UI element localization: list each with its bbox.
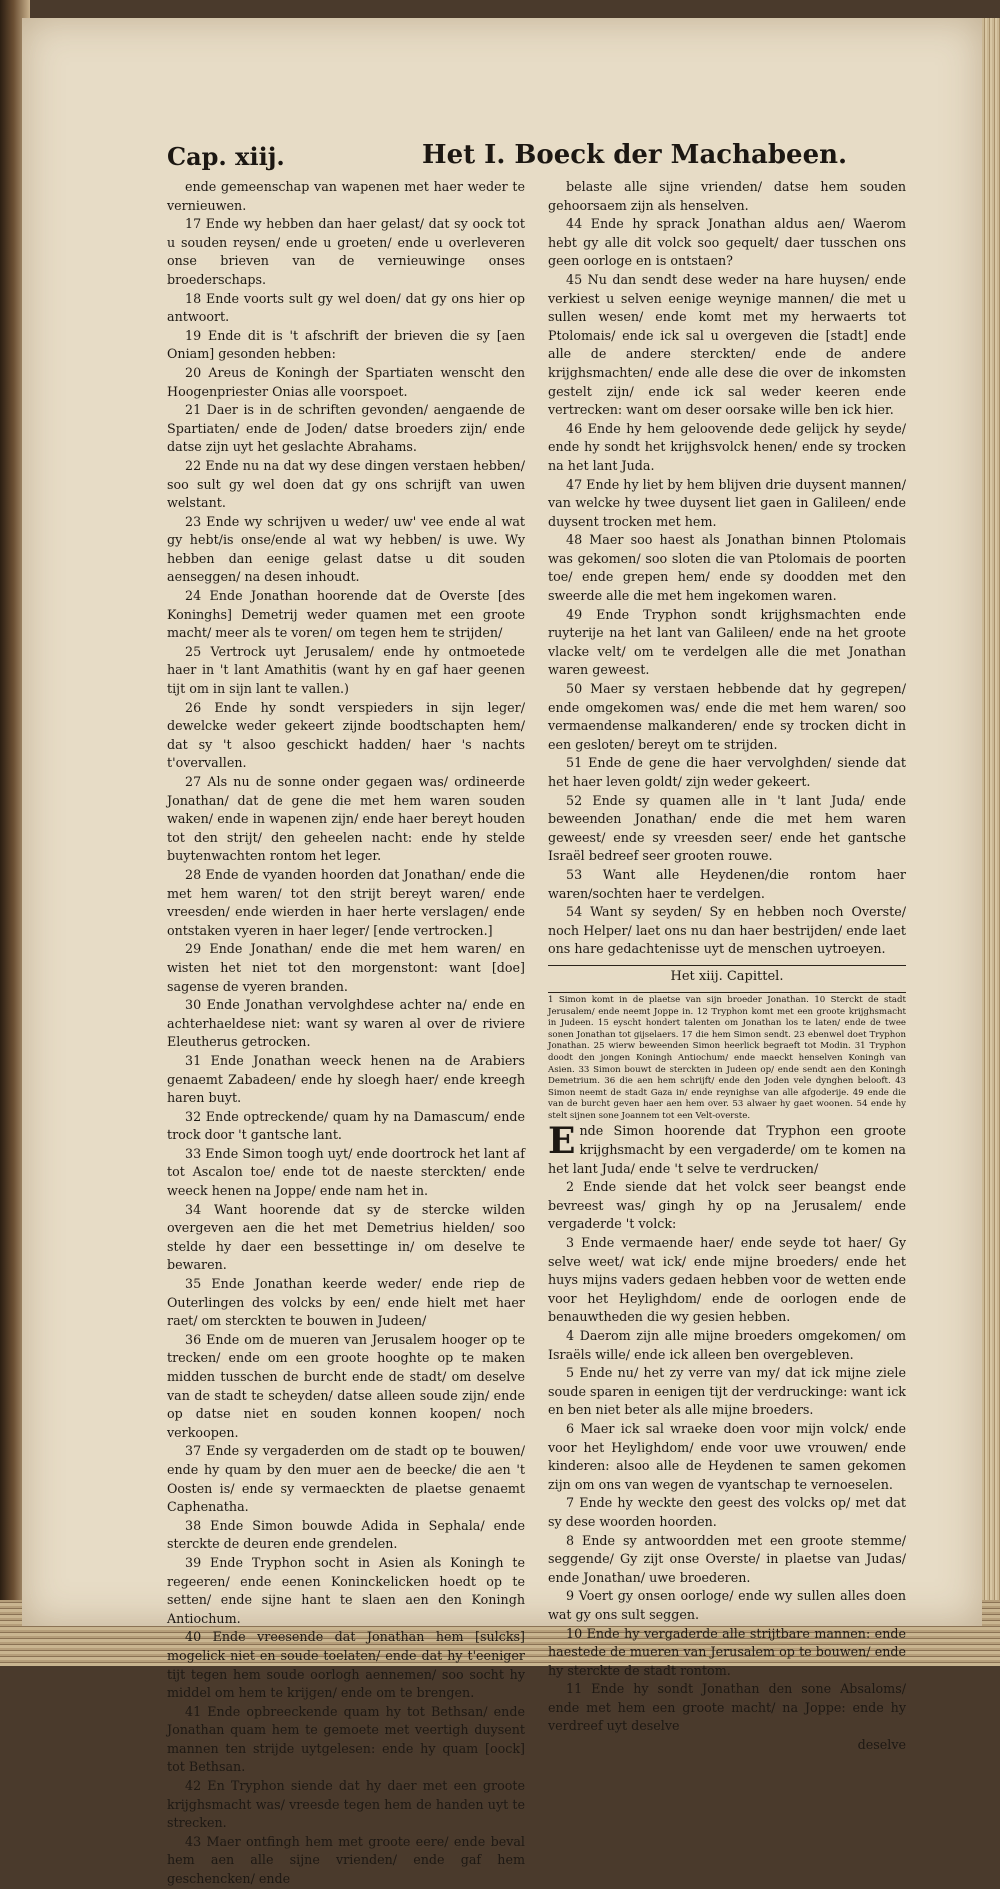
left-verse: 28 Ende de vyanden hoorden dat Jonathan/ ende die met hem waren/ tot den strijt bereyt waren/ ende vreesden/ ende wierden in haer herte verslagen/ ende ontstaken vyeren in haer leger/ [ende vertrocken.] xyxy=(167,866,525,938)
right-bottom-verse: 11 Ende hy sondt Jonathan den sone Absaloms/ ende met hem een groote macht/ na Joppe: ende hy verdreef uyt deselve xyxy=(548,1681,906,1734)
divider-rule xyxy=(548,992,906,993)
chapter-number: Cap. xiij. xyxy=(167,142,285,171)
right-top-verse: 48 Maer soo haest als Jonathan binnen Ptolomais was gekomen/ soo sloten die van Ptolomais de poorten toe/ ende grepen hem/ ende sy doodden met den sweerde alle die met hem ingekomen waren. xyxy=(548,532,906,604)
right-bottom-verse: 9 Voert gy onsen oorloge/ ende wy sullen alles doen wat gy ons sult seggen. xyxy=(548,1588,906,1622)
left-column xyxy=(167,178,525,1889)
right-top-verse: belaste alle sijne vrienden/ datse hem souden gehoorsaem zijn als henselven. xyxy=(548,179,906,213)
left-verse: 43 Maer ontfingh hem met groote eere/ ende beval hem aen alle sijne vrienden/ ende gaf hem geschencken/ ende xyxy=(167,1833,525,1887)
right-column-verses-bottom xyxy=(548,1122,906,1736)
right-bottom-verse: 4 Daerom zijn alle mijne broeders omgekomen/ om Israëls wille/ ende ick alleen ben overgebleven. xyxy=(548,1328,906,1362)
right-column-verses-top xyxy=(548,178,906,959)
right-top-verse: 46 Ende hy hem geloovende dede gelijck hy seyde/ ende hy sondt het krijghsvolck henen/ ende sy trocken na het lant Juda. xyxy=(548,420,906,473)
chapter-summary: 1 Simon komt in de plaetse van sijn broeder Jonathan. 10 Sterckt de stadt Jerusalem/ ende neemt Joppe in. 12 Tryphon komt met een groote krijghsmacht in Judeen. 15 eyscht hondert talenten om Jonathan los te laten/ ende de twee sonen Jonathan tot gijselaers. 17 die hem Simon sendt. 23 ebenwel doet Tryphon Jonathan. 25 wierw beweenden Simon heerlick begraeft tot Modin. 31 Tryphon doodt den jongen Koningh Antiochum/ ende maeckt henselven Koningh van Asien. 33 Simon bouwt de sterckten in Judeen op/ ende sendt aen den Koningh Demetrium. 36 die aen hem schrijft/ ende den Joden vele dynghen belooft. 43 Simon neemt de stadt Gaza in/ ende reynighse van alle afgoderije. 49 ende die van de burcht geven haer aen hem over. 53 alwaer hy gaet woonen. 54 ende hy stelt sijnen sone Joannem tot een Velt-overste. xyxy=(548,994,906,1121)
right-top-verse: 47 Ende hy liet by hem blijven drie duysent mannen/ van welcke hy twee duysent liet gaen in Galileen/ ende duysent trocken met hem. xyxy=(548,476,906,529)
left-verse: 42 En Tryphon siende dat hy daer met een groote krijghsmacht was/ vreesde tegen hem de handen uyt te strecken. xyxy=(167,1778,525,1831)
left-verse: 29 Ende Jonathan/ ende die met hem waren/ en wisten het niet tot den morgenstont: want [doe] sagense de vyeren branden. xyxy=(167,941,525,994)
right-bottom-verse: 8 Ende sy antwoordden met een groote stemme/ seggende/ Gy zijt onse Overste/ in plaetse van Judas/ ende Jonathan/ uwe broederen. xyxy=(548,1532,906,1585)
right-bottom-verse: 6 Maer ick sal wraeke doen voor mijn volck/ ende voor het Heylighdom/ ende voor uwe vrouwen/ ende kinderen: alsoo alle de Heydenen te samen gekomen zijn om ons van wegen de vyantschap te vernoeselen. xyxy=(548,1420,906,1492)
right-top-verse: 44 Ende hy sprack Jonathan aldus aen/ Waerom hebt gy alle dit volck soo gequelt/ daer tusschen ons geen oorloge en is ontstaen? xyxy=(548,216,906,269)
right-bottom-verse: 3 Ende vermaende haer/ ende seyde tot haer/ Gy selve weet/ wat ick/ ende mijne broeders/ ende het huys mijns vaders gedaen hebben voor de wetten ende voor het Heylighdom/ ende de oorlogen ende de benauwtheden die wy gesien hebben. xyxy=(548,1235,906,1325)
left-verse: 41 Ende opbreeckende quam hy tot Bethsan/ ende Jonathan quam hem te gemoete met veertigh duysent mannen ten strijde uytgelesen: ende hy quam [oock] tot Bethsan. xyxy=(167,1703,525,1775)
left-verse: 33 Ende Simon toogh uyt/ ende doortrock het lant af tot Ascalon toe/ ende tot de naeste sterckten/ ende weeck henen na Joppe/ ende nam het in. xyxy=(167,1145,525,1199)
left-verse: 24 Ende Jonathan hoorende dat de Overste [des Koninghs] Demetrij weder quamen met een groote macht/ meer als te voren/ om tegen hem te strijden/ xyxy=(167,588,525,641)
page-edges-right xyxy=(982,18,1000,1648)
left-verse: 19 Ende dit is 't afschrift der brieven die sy [aen Oniam] gesonden hebben: xyxy=(167,327,525,362)
left-verse: 20 Areus de Koningh der Spartiaten wenscht den Hoogenpriester Onias alle voorspoet. xyxy=(167,364,525,399)
right-top-verse: 50 Maer sy verstaen hebbende dat hy gegrepen/ ende omgekomen was/ ende die met hem waren/ soo vermaendense malkanderen/ ende sy trocken dicht in een gesloten/ bereyt om te strijden. xyxy=(548,681,906,752)
divider-rule xyxy=(548,965,906,966)
left-verse: 40 Ende vreesende dat Jonathan hem [sulcks] mogelick niet en soude toelaten/ ende dat hy t'eeniger tijt tegen hem soude oorlogh aennemen/ soo socht hy middel om hem te krijgen/ ende om te brengen. xyxy=(167,1629,525,1701)
right-bottom-verse: 2 Ende siende dat het volck seer beangst ende bevreest was/ gingh hy op na Jerusalem/ ende vergaderde 't volck: xyxy=(548,1179,906,1232)
left-verse: 31 Ende Jonathan weeck henen na de Arabiers genaemt Zabadeen/ ende hy sloegh haer/ ende kreegh haren buyt. xyxy=(167,1052,525,1106)
book-title: Het I. Boeck der Machabeen. xyxy=(422,140,848,170)
left-verse: 35 Ende Jonathan keerde weder/ ende riep de Outerlingen des volcks by een/ ende hielt met haer raet/ om sterckten te bouwen in Judeen/ xyxy=(167,1276,525,1329)
left-verse: 38 Ende Simon bouwde Adida in Sephala/ ende sterckte de deuren ende grendelen. xyxy=(167,1517,525,1552)
left-verse: 32 Ende optreckende/ quam hy na Damascum/ ende trock door 't gantsche lant. xyxy=(167,1108,525,1143)
catchword: deselve xyxy=(857,1737,906,1753)
left-verse: 34 Want hoorende dat sy de stercke wilden overgeven aen die het met Demetrius hielden/ soo stelde hy daer een bessettinge in/ om deselve te bewaren. xyxy=(167,1201,525,1273)
left-verse: 39 Ende Tryphon socht in Asien als Koningh te regeeren/ ende eenen Koninckelicken hoedt op te setten/ ende sijne hant te slaen aen den Koningh Antiochum. xyxy=(167,1554,525,1626)
left-verse: 23 Ende wy schrijven u weder/ uw' vee ende al wat gy hebt/is onse/ende al wat wy hebben/ is uwe. Wy hebben dan eenige gelast datse u dit souden aenseggen/ na desen inhoudt. xyxy=(167,513,525,585)
right-top-verse: 52 Ende sy quamen alle in 't lant Juda/ ende beweenden Jonathan/ ende die met hem waren geweest/ ende sy vreesden seer/ ende het gantsche Israël bedreef seer grooten rouwe. xyxy=(548,792,906,864)
left-verse: 30 Ende Jonathan vervolghdese achter na/ ende en achterhaeldese niet: want sy waren al over de riviere Eleutherus getrocken. xyxy=(167,997,525,1050)
left-verse: 27 Als nu de sonne onder gegaen was/ ordineerde Jonathan/ dat de gene die met hem waren souden waken/ ende in wapenen zijn/ ende haer bereyt houden tot den strijt/ den geheelen nacht: ende hy stelde buytenwachten rontom het leger. xyxy=(167,774,525,864)
left-verse: 18 Ende voorts sult gy wel doen/ dat gy ons hier op antwoort. xyxy=(167,290,525,325)
chapter-heading: Het xiij. Capittel. xyxy=(670,968,784,984)
right-top-verse: 53 Want alle Heydenen/die rontom haer waren/sochten haer te verdelgen. xyxy=(548,866,906,901)
left-verse: 37 Ende sy vergaderden om de stadt op te bouwen/ ende hy quam by den muer aen de beecke/ die aen 't Oosten is/ ende sy vermaeckten de plaetse genaemt Caphenatha. xyxy=(167,1443,525,1515)
left-verse: 21 Daer is in de schriften gevonden/ aengaende de Spartiaten/ ende de Joden/ datse broeders zijn/ ende datse zijn uyt het geslachte Abrahams. xyxy=(167,402,525,455)
left-verse: 17 Ende wy hebben dan haer gelast/ dat sy oock tot u souden reysen/ ende u groeten/ ende u overleveren onse brieven van de vernieuwinge onses broederschaps. xyxy=(167,216,525,287)
right-bottom-verse: Ende Simon hoorende dat Tryphon een groote krijghsmacht by een vergaderde/ om te komen na het lant Juda/ ende 't selve te verdrucken/ xyxy=(548,1120,906,1176)
right-top-verse: 51 Ende de gene die haer vervolghden/ siende dat het haer leven goldt/ zijn weder gekeert. xyxy=(548,755,906,789)
right-top-verse: 45 Nu dan sendt dese weder na hare huysen/ ende verkiest u selven eenige weynige mannen/ die met u sullen wesen/ ende komt met my herwaerts tot Ptolomais/ ende ick sal u overgeven die [stadt] ende alle de andere sterckten/ ende de andere krijghsmachten/ ende alle dese die over de inkomsten gestelt zijn/ ende ick sal weder keeren ende vertrecken: want om deser oorsake wille ben ick hier. xyxy=(548,271,906,418)
running-head xyxy=(167,140,967,176)
left-verse: 36 Ende om de mueren van Jerusalem hooger op te trecken/ ende om een groote hooghte op te maken midden tusschen de burcht ende de stadt/ om deselve van de stadt te scheyden/ datse alleen soude zijn/ ende op datse niet en souden konnen koopen/ noch verkoopen. xyxy=(167,1331,525,1440)
right-bottom-verse: 7 Ende hy weckte den geest des volcks op/ met dat sy dese woorden hoorden. xyxy=(548,1495,906,1529)
left-verse: 22 Ende nu na dat wy dese dingen verstaen hebben/ soo sult gy wel doen dat gy ons schrijft van uwen welstant. xyxy=(167,457,525,511)
drop-capital: E xyxy=(548,1120,576,1163)
right-bottom-verse: 5 Ende nu/ het zy verre van my/ dat ick mijne ziele soude sparen in eenigen tijt der verdruckinge: want ick en ben niet beter als alle mijne broeders. xyxy=(548,1365,906,1418)
left-verse: 26 Ende hy sondt verspieders in sijn leger/ dewelcke weder gekeert zijnde boodtschapten hem/ dat sy 't alsoo geschickt hadden/ haer 's nachts t'overvallen. xyxy=(167,699,525,771)
right-column xyxy=(548,178,906,1755)
right-top-verse: 49 Ende Tryphon sondt krijghsmachten ende ruyterije na het lant van Galileen/ ende na het groote vlacke velt/ om te verdelgen alle die met Jonathan waren geweest. xyxy=(548,606,906,678)
left-verse: 25 Vertrock uyt Jerusalem/ ende hy ontmoetede haer in 't lant Amathitis (want hy en gaf haer geenen tijt om in sijn lant te vallen.) xyxy=(167,643,525,697)
right-top-verse: 54 Want sy seyden/ Sy en hebben noch Overste/ noch Helper/ laet ons nu dan haer bestrijden/ ende laet ons hare gedachtenisse uyt de menschen uytroeyen. xyxy=(548,904,906,957)
right-bottom-verse: 10 Ende hy vergaderde alle strijtbare mannen: ende haestede de mueren van Jerusalem op te bouwen/ ende hy sterckte de stadt rontom. xyxy=(548,1625,906,1678)
left-verse: ende gemeenschap van wapenen met haer weder te vernieuwen. xyxy=(167,179,525,213)
